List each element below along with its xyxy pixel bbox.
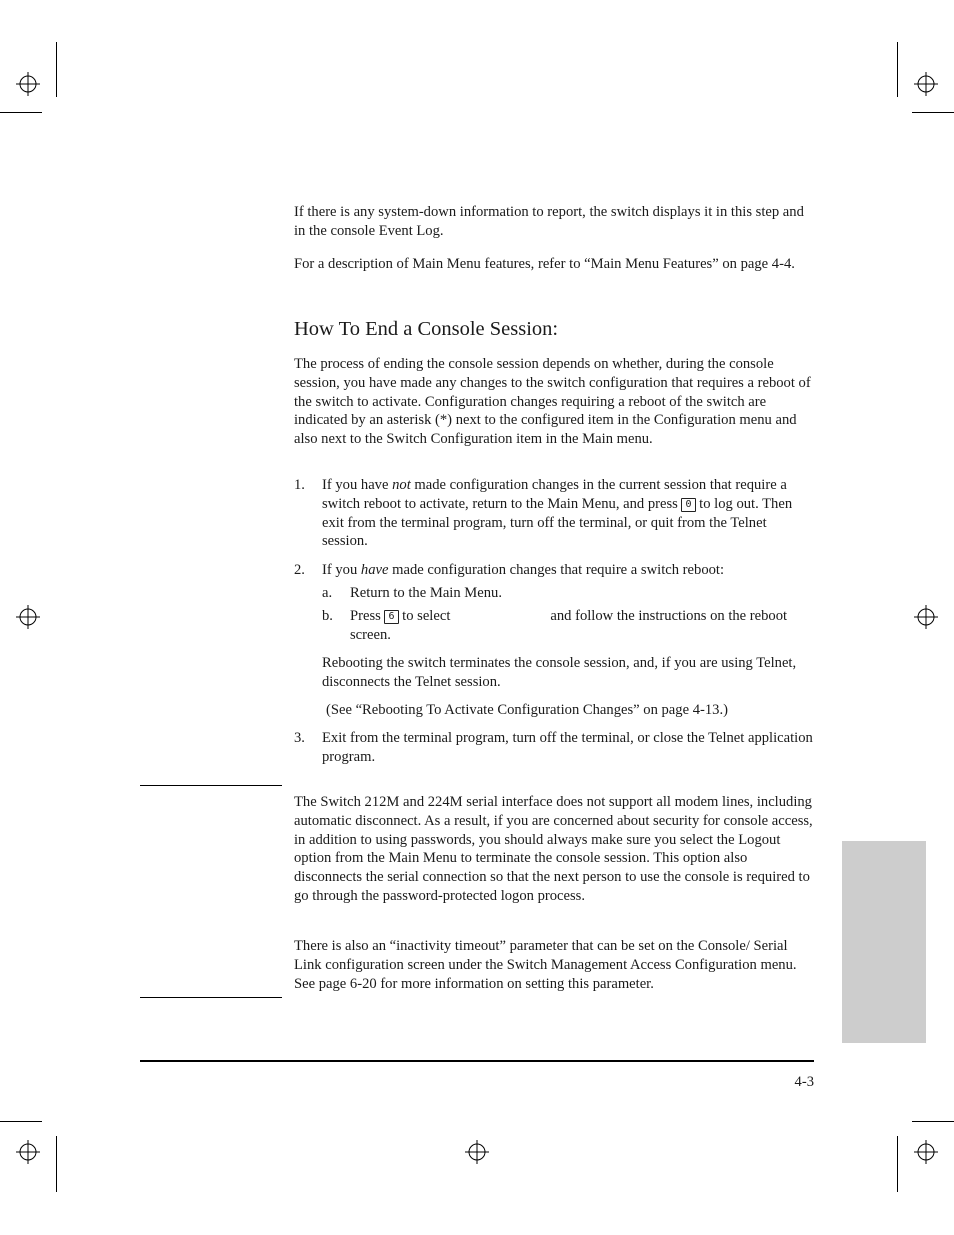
registration-mark-icon — [16, 1140, 40, 1164]
registration-mark-icon — [16, 72, 40, 96]
crop-mark — [0, 1121, 42, 1122]
note-paragraph: The Switch 212M and 224M serial interface does not support all modem lines, including automatic disconnect. As a result, if you are concerned about security for console access, in addition to using passwords, you should always make sure you select the Logout option from the Main Menu to terminate the console session. This option also disconnects the serial connection so that the next person to use the console is required to go through the password-protected logon process. — [294, 794, 813, 904]
section-heading: How To End a Console Session: — [294, 318, 559, 340]
registration-mark-icon — [914, 72, 938, 96]
registration-mark-icon — [465, 1140, 489, 1164]
list-number: 1. — [294, 477, 305, 493]
footer-rule — [140, 1060, 814, 1062]
chapter-tab — [842, 841, 926, 1043]
registration-mark-icon — [914, 1140, 938, 1164]
page-number: 4-3 — [794, 1074, 814, 1090]
list-text: If you have not made configuration changes in the current session that require a switch reboot to activate, return to the Main Menu, and press 0 to log out. Then exit from the terminal program, turn off the terminal, or quit from the Telnet session. — [322, 477, 793, 550]
sub-list-text: Return to the Main Menu. — [350, 585, 502, 601]
list-number: 3. — [294, 730, 305, 746]
list-text: Exit from the terminal program, turn off the terminal, or close the Telnet application program. — [322, 730, 813, 765]
crop-mark — [912, 1121, 954, 1122]
sub-list-letter: b. — [322, 608, 333, 624]
list-text: If you have made configuration changes that require a switch reboot: — [322, 562, 725, 578]
section-paragraph: The process of ending the console session depends on whether, during the console session, you have made any changes to the switch configuration that requires a reboot of the switch to activate. Configuration changes requiring a reboot of the switch are indicated by an asterisk (*) next to the configured item in the Configuration menu and also next to the Switch Configuration item in the Main menu. — [294, 356, 811, 448]
sub-list-letter: a. — [322, 585, 333, 601]
registration-mark-icon — [16, 605, 40, 629]
list-number: 2. — [294, 562, 305, 578]
reboot-paragraph: Rebooting the switch terminates the console session, and, if you are using Telnet, disconnects the Telnet session. — [322, 655, 797, 690]
sub-list-text: Press 6 to select and follow the instructions on the reboot screen. — [350, 608, 788, 643]
crop-mark — [897, 1136, 898, 1192]
note-paragraph: There is also an “inactivity timeout” parameter that can be set on the Console/ Serial Link configuration screen under the Switch Management Access Configuration menu. See page 6-20 for more information on setting this parameter. — [294, 938, 797, 992]
crop-mark — [0, 112, 42, 113]
crop-mark — [897, 42, 898, 97]
see-reference: (See “Rebooting To Activate Configuration Changes” on page 4-13.) — [326, 702, 728, 718]
note-rule-top — [140, 785, 282, 786]
registration-mark-icon — [914, 605, 938, 629]
key-six-icon: 6 — [384, 610, 398, 624]
crop-mark — [912, 112, 954, 113]
crop-mark — [56, 1136, 57, 1192]
reference-paragraph: For a description of Main Menu features, refer to “Main Menu Features” on page 4-4. — [294, 256, 795, 272]
intro-paragraph: If there is any system-down information to report, the switch displays it in this step and in the console Event Log. — [294, 204, 804, 239]
key-zero-icon: 0 — [681, 498, 695, 512]
crop-mark — [56, 42, 57, 97]
note-rule-bottom — [140, 997, 282, 998]
